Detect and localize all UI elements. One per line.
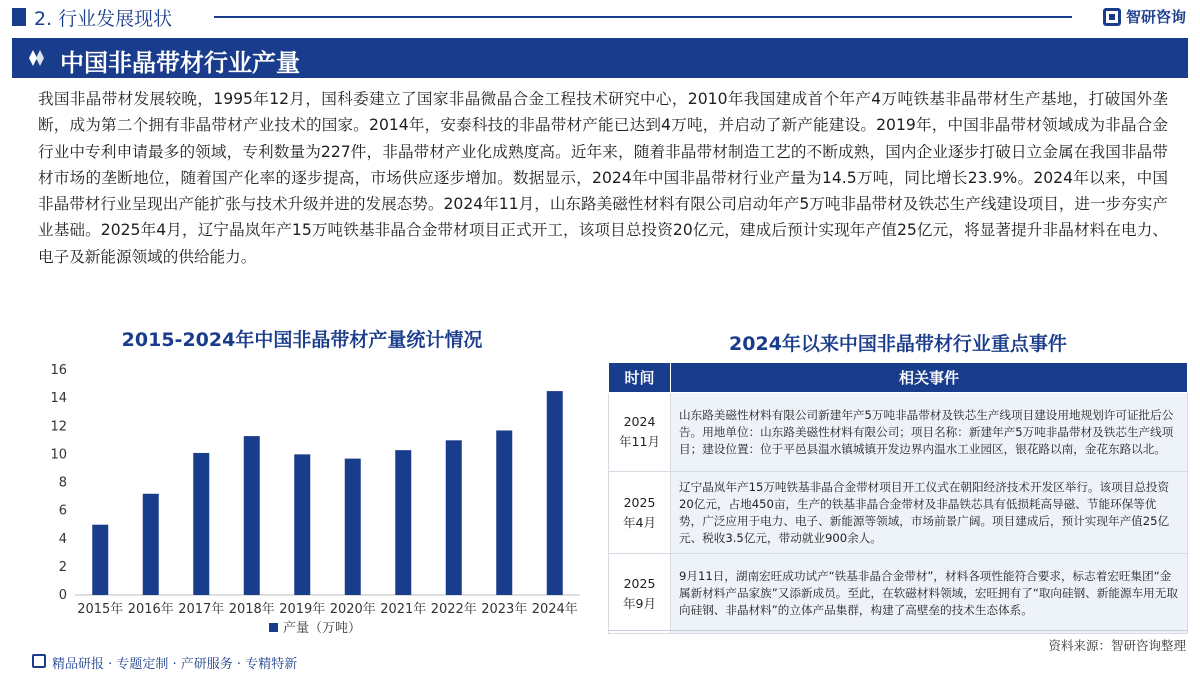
event-month: 年9月 [623, 595, 656, 611]
y-tick-label: 6 [58, 503, 67, 519]
x-tick-label: 2022年 [430, 602, 477, 617]
y-tick-label: 16 [50, 363, 67, 378]
title-banner [12, 38, 1188, 78]
x-tick-label: 2017年 [178, 602, 225, 617]
event-year: 2025 [623, 494, 656, 510]
page-title: 中国非晶带材行业产量 [60, 49, 300, 77]
bar [345, 459, 361, 595]
y-tick-label: 14 [50, 391, 67, 407]
bar [193, 453, 209, 595]
event-time [609, 554, 671, 634]
brand-name: 智研咨询 [1125, 8, 1186, 26]
event-text: 9月11日，湖南宏旺成功试产“铁基非晶合金带材”，材料各项性能符合要求，标志着宏旺集团“金属新材料产品家族”又添新成员。至此，在软磁材料领域，宏旺拥有了“取向硅钢、新能源车用无取向硅钢、非晶材料”的立体产品集群，构建了高壁垒的技术生态体系。 [671, 554, 1188, 634]
event-row [609, 554, 1188, 634]
y-tick-label: 10 [50, 447, 67, 463]
bar [547, 391, 563, 595]
events-table [608, 362, 1188, 634]
bar [395, 450, 411, 595]
x-tick-label: 2020年 [329, 602, 376, 617]
x-tick-label: 2016年 [127, 602, 174, 617]
event-time [609, 393, 671, 472]
header-rule [214, 16, 1072, 18]
footer [0, 650, 1200, 673]
event-month: 年11月 [619, 434, 660, 449]
x-tick-label: 2015年 [77, 602, 124, 617]
source-note: 资料来源：智研咨询整理 [1048, 638, 1186, 653]
bar [92, 525, 108, 595]
event-year: 2024 [623, 414, 656, 429]
x-tick-label: 2024年 [531, 602, 578, 617]
event-text: 辽宁晶岚年产15万吨铁基非晶合金带材项目开工仪式在朝阳经济技术开发区举行。该项目总投资20亿元，占地450亩，生产的铁基非晶合金带材及非晶铁芯具有低损耗高导磁、节能环保等优势，广泛应用于电力、电子、新能源等领域，市场前景广阔。项目建成后，预计实现年产值25亿元、税收3.5亿元，带动就业900余人。 [671, 472, 1188, 554]
bar [496, 430, 512, 595]
top-header [0, 0, 1200, 34]
footer-logo-icon [32, 654, 46, 668]
y-tick-label: 12 [50, 419, 67, 435]
x-tick-label: 2019年 [279, 602, 326, 617]
legend-label: 产量（万吨） [283, 621, 362, 636]
chart-title: 2015-2024年中国非晶带材产量统计情况 [121, 329, 483, 351]
brand-mark-icon [1103, 8, 1121, 26]
footer-tagline: 精品研报 · 专题定制 · 产研服务 · 专精特新 [52, 657, 298, 672]
diamond-icon [28, 49, 46, 67]
y-tick-label: 2 [58, 559, 67, 575]
header-event: 相关事件 [671, 363, 1188, 393]
event-row [609, 472, 1188, 554]
events-title: 2024年以来中国非晶带材行业重点事件 [729, 333, 1067, 355]
brand-logo [1103, 6, 1186, 27]
header-time: 时间 [609, 363, 671, 393]
x-tick-label: 2021年 [380, 602, 427, 617]
events-header-row [609, 363, 1188, 393]
legend-swatch [269, 623, 278, 632]
source-divider [608, 630, 1188, 631]
production-bar-chart [30, 358, 590, 648]
event-time [609, 472, 671, 554]
y-tick-label: 8 [58, 475, 67, 491]
event-row [609, 393, 1188, 472]
x-tick-label: 2018年 [228, 602, 275, 617]
bar [244, 436, 260, 595]
event-year: 2025 [623, 575, 656, 591]
section-marker [12, 8, 26, 26]
section-title: 2. 行业发展现状 [34, 8, 173, 30]
y-tick-label: 0 [58, 588, 67, 603]
intro-paragraph: 我国非晶带材发展较晚，1995年12月，国科委建立了国家非晶微晶合金工程技术研究中心，2010年我国建成首个年产4万吨铁基非晶带材生产基地，打破国外垄断，成为第二个拥有非晶带材产业技术的国家。2014年，安泰科技的非晶带材产能已达到4万吨，并启动了新产能建设。2019年，中国非晶带材领域成为非晶合金行业中专利申请最多的领域，专利数量为227件，非晶带材产业化成熟度高。近年来，随着非晶带材制造工艺的不断成熟，国内企业逐步打破日立金属在我国非晶带材市场的垄断地位，随着国产化率的逐步提高，市场供应逐步增加。数据显示，2024年中国非晶带材行业产量为14.5万吨，同比增长23.9%。2024年以来，中国非晶带材行业呈现出产能扩张与技术升级并进的发展态势。2024年11月，山东路美磁性材料有限公司启动年产5万吨非晶带材及铁芯生产线建设项目，进一步夯实产业基础。2025年4月，辽宁晶岚年产15万吨铁基非晶合金带材项目正式开工，该项目总投资20亿元，建成后预计实现年产值25亿元，将显著提升非晶材料在电力、电子及新能源领域的供给能力。 [38, 90, 1168, 266]
x-tick-label: 2023年 [481, 602, 528, 617]
chart-svg [30, 358, 590, 648]
y-tick-label: 4 [58, 531, 67, 547]
event-text: 山东路美磁性材料有限公司新建年产5万吨非晶带材及铁芯生产线项目建设用地规划许可证批后公告。用地单位：山东路美磁性材料有限公司；项目名称：新建年产5万吨非晶带材及铁芯生产线项目；建设位置：位于平邑县温水镇城镇开发边界内温水工业园区，银花路以南，金花东路以北。 [671, 393, 1188, 472]
event-month: 年4月 [623, 514, 656, 530]
bar [294, 454, 310, 595]
bar [446, 440, 462, 595]
bar [143, 494, 159, 595]
